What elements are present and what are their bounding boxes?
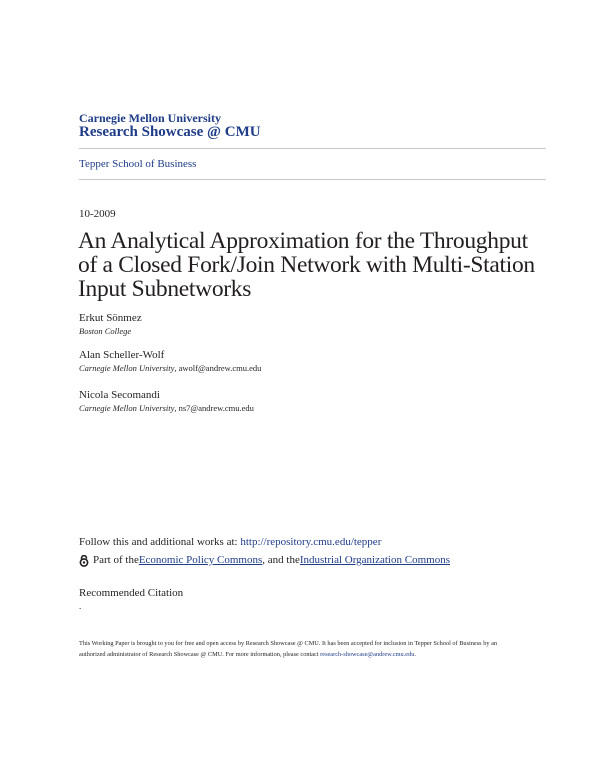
author-affiliation: Carnegie Mellon University, ns7@andrew.cmu.edu xyxy=(79,403,254,413)
divider-top xyxy=(79,148,546,149)
repository-link[interactable]: http://repository.cmu.edu/tepper xyxy=(240,536,382,548)
recommended-citation-heading: Recommended Citation xyxy=(79,587,184,599)
follow-line xyxy=(79,536,381,549)
open-access-icon xyxy=(79,555,89,567)
author-affiliation xyxy=(79,326,131,337)
follow-text: Follow this and additional works at: xyxy=(79,536,241,548)
affiliation-text: Carnegie Mellon University xyxy=(79,403,175,413)
author-email: awolf@andrew.cmu.edu xyxy=(178,363,262,373)
author-name: Nicola Secomandi xyxy=(79,389,160,401)
footer-text: This Working Paper is brought to you for free and open access by Research Showcase @ CMU. It has been accepted for inclusion in Tepper School of Business by an authorized administrator of Research Showcase @ CMU. For more information, please contact xyxy=(79,640,498,658)
publication-date: 10-2009 xyxy=(79,208,116,220)
economic-policy-link[interactable]: Economic Policy Commons xyxy=(138,554,263,566)
footer-notice xyxy=(79,638,521,660)
footer-end: . xyxy=(414,651,416,658)
university-name[interactable]: Carnegie Mellon University xyxy=(79,111,221,125)
paper-title: An Analytical Approximation for the Throughput of a Closed Fork/Join Network with Multi-Station Input Subnetworks xyxy=(78,228,535,302)
part-of-middle: , and the xyxy=(262,554,300,566)
divider-bottom xyxy=(79,179,546,180)
repository-name[interactable]: Research Showcase @ CMU xyxy=(79,124,261,140)
author-affiliation: Carnegie Mellon University, awolf@andrew.cmu.edu xyxy=(79,363,262,373)
part-of-prefix: Part of the xyxy=(93,554,139,566)
industrial-organization-link[interactable]: Industrial Organization Commons xyxy=(299,554,450,566)
part-of-line xyxy=(79,554,450,567)
recommended-citation-text: . xyxy=(79,601,82,611)
affiliation-text: Boston College xyxy=(79,326,132,336)
author-name: Erkut Sönmez xyxy=(79,312,142,324)
school-link[interactable]: Tepper School of Business xyxy=(79,158,197,170)
contact-email-link[interactable]: research-showcase@andrew.cmu.edu xyxy=(320,651,415,658)
affiliation-text: Carnegie Mellon University xyxy=(79,363,175,373)
author-email: ns7@andrew.cmu.edu xyxy=(178,403,254,413)
author-name: Alan Scheller-Wolf xyxy=(79,349,165,361)
